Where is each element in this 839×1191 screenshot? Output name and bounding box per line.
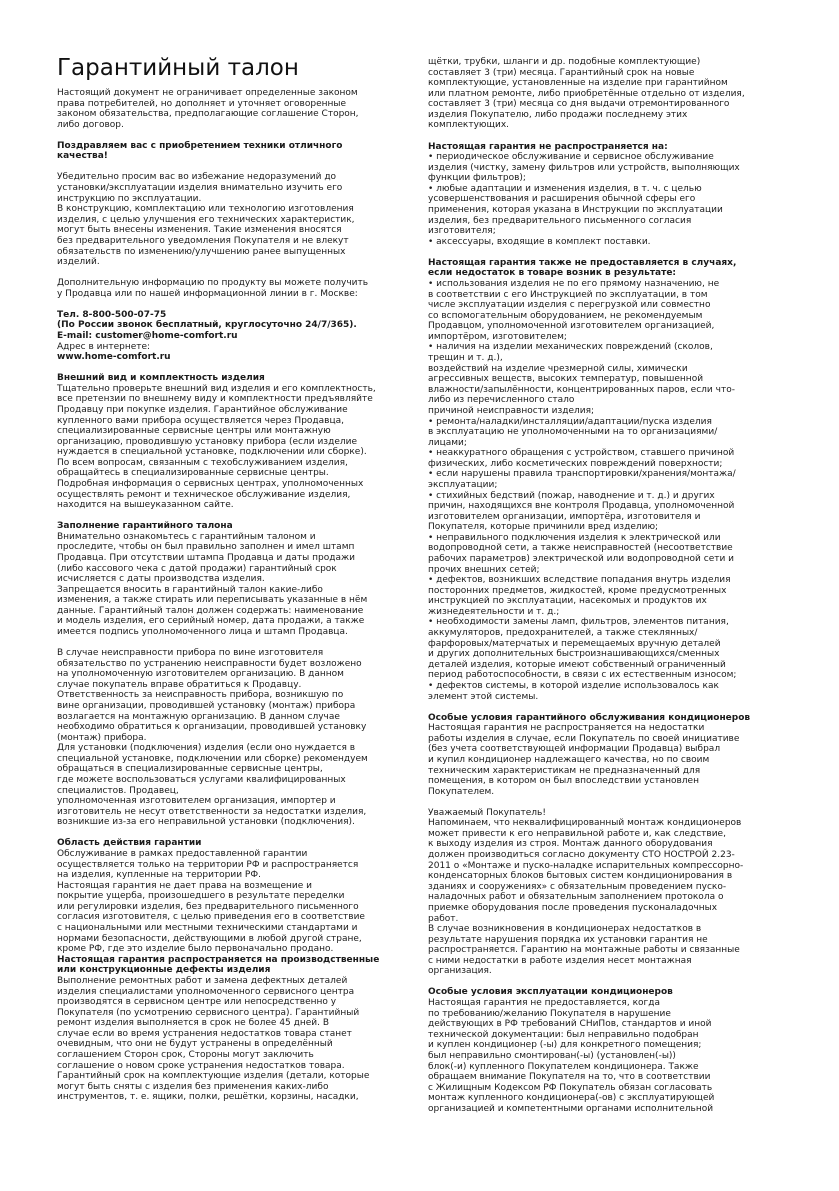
text-line: E-mail: customer@home-comfort.ru [57,330,238,341]
text-line: случае если во время устранения недостатков товара станет [57,1028,352,1039]
text-line: агрессивных веществ, высоких температур, повышенной [428,374,704,385]
text-line: монтаж купленного кондиционера(-ов) с эксплуатирующей [428,1093,715,1104]
text-line: Покупателем. [428,786,495,797]
text-line: аккумуляторов, предохранителей, а также стеклянных/ [428,628,698,639]
text-line: или конструкционные дефекты изделия [57,965,271,976]
text-line: 2011 о «Монтаже и пуско-наладке испарительных компрессорно- [428,860,744,871]
text-line: трещин и т. д.), [428,353,503,364]
text-line: без предварительного уведомления Покупателя и не влекут [57,235,349,246]
paragraph [57,532,418,638]
text-line: техническим характеристикам не предназначенный для [428,765,701,776]
text-line: имеется подпись уполномоченного лица и штамп Продавца. [57,627,348,638]
text-line: зданиях и сооружениях» с обязательным проведением пуско- [428,881,727,892]
paragraph [57,384,418,511]
text-line: согласия изготовителя, с целью приведения его в соответствие [57,912,365,923]
text-line: проследите, чтобы он был правильно заполнен и имел штамп [57,542,355,553]
text-line: • аксессуары, входящие в комплект поставки. [428,236,651,247]
text-line: период работоспособности, в связи с их естественным износом; [428,670,737,681]
text-line: изменения, а также стирать или переписывать указанные в нём [57,595,368,606]
text-line: (либо кассового чека с датой продажи) гарантийный срок [57,563,337,574]
paragraph-gap [57,130,418,141]
text-line: возникшие из-за его неправильной установки (подключения). [57,817,355,828]
text-line: исчисляется с даты производства изделия. [57,574,265,585]
text-line: конденсаторных блоков бытовых систем кондиционирования в [428,871,733,882]
text-line: импортёром, изготовителем; [428,331,567,342]
text-line: жизнедеятельности и т. д.; [428,606,560,617]
text-line: составляет 3 (три) месяца со дня выдачи отремонтированного [428,99,730,110]
section-heading [57,352,418,363]
text-line: на уполномоченную изготовителем организацию. В данном [57,669,344,680]
text-line: • дефектов, возникших вследствие попадания внутрь изделия [428,575,731,586]
text-line: в эксплуатацию не уполномоченными на то организациями/ [428,427,718,438]
text-line: Настоящая гарантия распространяется на производственные [57,954,380,965]
text-line: Продавцом, уполномоченной изготовителем организацией, [428,321,715,332]
section-heading [428,713,789,724]
section-heading [428,142,789,153]
text-line: В случае неисправности прибора по вине изготовителя [57,648,324,659]
text-line: Покупателя (по усмотрению сервисного центра). Гарантийный [57,1007,360,1018]
text-line: (без учета соответствующей информации Продавца) выбрал [428,744,721,755]
paragraph [57,976,418,1103]
text-line: комплектующие, установленные на изделие при гарантийном [428,78,728,89]
text-line: осуществляется только на территории РФ и распространяется [57,859,359,870]
text-line: • необходимости замены ламп, фильтров, элементов питания, [428,617,729,628]
text-line: www.home-comfort.ru [57,352,171,363]
text-line: • любые адаптации и изменения изделия, в т. ч. с целью [428,183,702,194]
paragraph [57,278,418,299]
text-line: и куплен кондиционер (-ы) для конкретного помещения; [428,1040,702,1051]
paragraph-gap [428,977,789,988]
text-line: технической документации: был неправильно подобран [428,1029,699,1040]
text-line: Подробная информация о сервисных центрах, уполномоченных [57,479,364,489]
text-line: изделия, без предварительного письменного согласия [428,215,692,226]
text-line: Напоминаем, что неквалифицированный монтаж кондиционеров [428,818,742,829]
text-line: возлагается на монтажную организацию. В данном случае [57,711,340,722]
paragraph-gap [428,247,789,258]
text-line: изделия, с целью улучшения его технических характеристик, [57,214,355,225]
text-line: изготовителем организации, импортёра, изготовителя и [428,511,701,522]
text-line: может привести к его неправильной работе и, как следствие, [428,828,726,839]
text-line: Особые условия эксплуатации кондиционеров [428,987,673,998]
text-line: Обслуживание в рамках предоставленной гарантии [57,849,308,859]
paragraph [57,172,418,267]
text-line: Тел. 8-800-500-07-75 [57,309,167,320]
text-line: Область действия гарантии [57,838,202,849]
text-line: или платном ремонте, либо приобретённые отдельно от изделия, [428,88,745,99]
text-line: водопроводной сети, а также неисправностей (несоответствие [428,543,733,554]
text-line: работы изделия в случае, если Покупатель по своей инициативе [428,733,740,744]
text-line: влажности/запылённости, концентрированных паров, если что- [428,384,735,395]
text-line: помещения, в котором он был впоследствии установлен [428,776,699,787]
text-line: лицами; [428,437,467,448]
text-line: все претензии по внешнему виду и комплектности предъявляйте [57,394,373,405]
text-line: • неправильного подключения изделия к электрической или [428,532,721,543]
text-line: вине организации, проводившей установку (монтаж) прибора [57,700,356,711]
text-line: производятся в сервисном центре или непосредственно у [57,997,337,1008]
text-line: уполномоченная изготовителем организация, импортер и [57,796,336,807]
text-line: должен производиться согласно документу СТО НОСТРОЙ 2.23- [428,850,735,861]
paragraph-gap [57,511,418,522]
text-line: прочих внешних сетей; [428,564,540,575]
text-line: Настоящая гарантия не распространяется на недостатки [428,723,705,734]
text-line: обращаем внимание Покупателя на то, что в соответствии [428,1072,711,1083]
text-line: организацию, проводившую установку прибора (если изделие [57,436,357,447]
text-line: Настоящая гарантия не распространяется на: [428,141,668,152]
text-line: где можете воспользоваться услугами квалифицированных [57,775,346,786]
right-column [428,57,789,1114]
text-line: изделия специалистами уполномоченного сервисного центра [57,986,355,997]
text-line: элемент этой системы. [428,691,539,702]
text-line: деталей изделия, которые имеют собственный ограниченный [428,659,726,670]
paragraph-gap [428,797,789,808]
text-line: наладочных работ и обязательным заполнением протокола о [428,892,724,903]
section-heading [57,521,418,532]
text-line: Ответственность за неисправность прибора, возникшую по [57,690,344,701]
text-line: усовершенствования и расширения обычной сферы его [428,194,696,205]
paragraph [428,808,789,977]
paragraph-gap [428,702,789,713]
left-column [57,88,418,1103]
text-line: По всем вопросам, связанным с техобслуживанием изделия, [57,457,348,468]
section-heading [57,141,418,162]
text-line: Внимательно ознакомьтесь с гарантийным талоном и [57,531,316,542]
text-line: нуждается в специальной установке, подключении или сборке). [57,447,367,458]
text-line: установки/эксплуатации изделия внимательно изучить его [57,183,343,194]
text-line: по требованию/желанию Покупателя в нарушение [428,1008,671,1019]
text-line: Настоящая гарантия также не предоставляется в случаях, [428,257,737,268]
text-line: причиной неисправности изделия; [428,405,595,416]
text-line: необходимо обратиться к организации, проводившей установку [57,722,367,733]
text-line: качества! [57,151,108,162]
text-line: кроме РФ, где это изделие было первоначально продано. [57,944,334,955]
text-line: функции фильтров); [428,173,526,184]
text-line: Гарантийный срок на комплектующие изделия (детали, которые [57,1071,370,1082]
text-line: • неаккуратного обращения с устройством, ставшего причиной [428,448,735,459]
text-line: Выполнение ремонтных работ и замена дефектных деталей [57,975,348,986]
text-line: Для установки (подключения) изделия (если оно нуждается в [57,743,356,754]
paragraph-gap [57,162,418,173]
section-heading [428,987,789,998]
text-line: рабочих параметров) электрической или водопроводной сети и [428,554,735,565]
text-line: специализированные сервисные центры или монтажную [57,426,331,437]
paragraph-gap [57,363,418,374]
text-line: Поздравляем вас с приобретением техники отличного [57,140,343,151]
text-line: действующих в РФ требований СНиПов, стандартов и иной [428,1019,712,1030]
text-line: находится на вышеуказанном сайте. [57,500,234,511]
text-line: либо договор. [57,119,124,130]
text-line: и модель изделия, его серийный номер, дата продажи, а также [57,616,365,627]
paragraph [428,279,789,702]
text-line: воздействий на изделие чрезмерной силы, химически [428,363,688,374]
text-line: физических, либо косметических повреждений поверхности; [428,458,723,469]
text-line: и других дополнительных быстроизнашивающихся/сменных [428,649,720,660]
text-line: с Жилищным Кодексом РФ Покупатель обязан согласовать [428,1082,713,1093]
text-line: эксплуатации; [428,479,498,490]
paragraph [428,723,789,797]
text-line: купленного вами прибора осуществляется через Продавца, [57,415,344,426]
text-line: изготовитель не несут ответственности за недостатки изделия, [57,806,367,817]
text-line: Внешний вид и комплектность изделия [57,373,265,384]
text-line: нормами безопасности, действующими в любой другой стране, [57,933,362,944]
text-line: изготовителя; [428,226,496,237]
text-line: могут быть сняты с изделия без применения каких-либо [57,1081,329,1092]
text-line: составляет 3 (три) месяца. Гарантийный срок на новые [428,67,695,78]
paragraph [428,152,789,247]
paragraph [57,648,418,828]
text-line: Тщательно проверьте внешний вид изделия и его комплектность, [57,383,376,394]
text-line: Заполнение гарантийного талона [57,521,233,532]
paragraph-gap [57,638,418,649]
text-line: соглашением Сторон срок, Стороны могут заключить [57,1049,314,1060]
text-line: могут быть внесены изменения. Такие изменения вносятся [57,225,342,236]
text-line: Продавцу при покупке изделия. Гарантийное обслуживание [57,404,348,415]
text-line: • ремонта/наладки/инсталляции/адаптации/пуска изделия [428,416,712,427]
text-line: Запрещается вносить в гарантийный талон какие-либо [57,584,323,595]
text-line: специалистов. Продавец, [57,785,179,796]
text-line: был неправильно смонтирован(-ы) (установлен(-ы)) [428,1050,676,1061]
text-line: если недостаток в товаре возник в результате: [428,268,677,279]
paragraph [57,342,418,353]
section-heading [57,373,418,384]
text-line: распространяется. Гарантию на монтажные работы и связанные [428,945,740,956]
text-line: (По России звонок бесплатный, круглосуточно 24/7/365). [57,320,357,331]
text-line: Настоящая гарантия не дает права на возмещение и [57,880,313,891]
text-line: ремонт изделия выполняется в срок не более 45 дней. В [57,1018,330,1029]
text-line: к выходу изделия из строя. Монтаж данного оборудования [428,839,713,850]
text-line: В конструкцию, комплектацию или технологию изготовления [57,204,354,215]
text-line: у Продавца или по нашей информационной линии в г. Москве: [57,288,358,299]
text-line: Убедительно просим вас во избежание недоразумений до [57,172,337,183]
text-line: применения, которая указана в Инструкции по эксплуатации [428,205,723,216]
paragraph-gap [428,131,789,142]
text-line: либо из перечисленного стало [428,395,575,406]
text-line: случае покупатель вправе обратиться к Продавцу. [57,679,302,690]
text-line: работ. [428,913,459,924]
section-heading [57,838,418,849]
paragraph [428,998,789,1114]
text-line: (монтаж) прибора. [57,732,147,743]
text-line: В случае возникновения в кондиционерах недостатков в [428,924,702,935]
text-line: обязательство по устранению неисправности будет возложено [57,658,362,669]
text-line: права потребителей, но дополняет и уточняет оговоренные [57,98,347,109]
text-line: с национальными или местными техническими стандартами и [57,923,358,934]
paragraph-gap [57,268,418,279]
text-line: числе эксплуатации изделия с перегрузкой или совместно [428,300,711,311]
text-line: данные. Гарантийный талон должен содержать: наименование [57,605,364,616]
text-line: на изделия, купленные на территории РФ. [57,870,261,881]
text-line: причин, находящихся вне контроля Продавца, уполномоченной [428,501,735,512]
text-line: с ними недостатки в работе изделия несет монтажная [428,955,692,966]
section-heading [57,310,418,342]
text-line: комплектующих. [428,120,509,131]
text-line: Продавца. При отсутствии штампа Продавца и даты продажи [57,552,355,563]
page-title: Гарантийный талон [57,55,299,81]
text-line: в соответствии с его Инструкцией по эксплуатации, в том [428,289,708,300]
text-line: обязательств по изменению/улучшению ранее выпущенных [57,246,346,257]
text-line: • наличия на изделии механических повреждений (сколов, [428,342,713,353]
text-line: • стихийных бедствий (пожар, наводнение и т. д.) и других [428,490,715,501]
text-line: результате нарушения порядка их установки гарантия не [428,934,708,945]
section-heading [428,258,789,279]
text-line: изделия Покупателю, либо продажи последнему этих [428,109,688,120]
text-line: Особые условия гарантийного обслуживания кондиционеров [428,712,751,723]
text-line: приемке оборудования после проведения пусконаладочных [428,902,718,913]
text-line: покрытие ущерба, произошедшего в результате переделки [57,891,345,902]
text-line: изделий. [57,257,100,268]
text-line: специальной установке, подключении или сборке) рекомендуем [57,753,368,764]
text-line: Адрес в интернете: [57,341,151,352]
paragraph [57,88,418,130]
text-line: инструментов, т. е. ящики, полки, решётки, корзины, насадки, [57,1092,359,1103]
text-line: посторонних предметов, жидкостей, кроме предусмотренных [428,585,727,596]
text-line: Дополнительную информацию по продукту вы можете получить [57,278,369,289]
text-line: инструкцией по эксплуатации, насекомых и продуктов их [428,596,707,607]
text-line: Покупателя, которые причинили вред изделию; [428,522,659,533]
text-line: • использования изделия не по его прямому назначению, не [428,278,720,289]
text-line: Настоящий документ не ограничивает определенные законом [57,88,358,98]
text-line: • периодическое обслуживание и сервисное обслуживание [428,152,714,163]
text-line: изделия (чистку, замену фильтров или устройств, выполняющих [428,162,740,173]
text-line: осуществлять ремонт и техническое обслуживание изделия, [57,489,351,500]
text-line: и купил кондиционер надлежащего качества, но по своим [428,754,710,765]
text-line: инструкцию по эксплуатации. [57,193,202,204]
paragraph [57,849,418,955]
paragraph-gap [57,828,418,839]
text-line: соглашение о новом сроке устранения недостатков товара. [57,1060,345,1071]
text-line: очевидным, что они не будут устранены в определённый [57,1039,333,1050]
paragraph [428,57,789,131]
text-line: или регулировки изделия, без предварительного письменного [57,901,359,912]
text-line: со вспомогательным оборудованием, не рекомендуемым [428,310,703,321]
text-line: обращайтесь в специализированные сервисные центры. [57,468,329,479]
text-line: фарфоровых/матерчатых и перемещаемых вручную деталей [428,638,721,649]
text-line: щётки, трубки, шланги и др. подобные комплектующие) [428,57,701,67]
section-heading [57,955,418,976]
text-line: блок(-и) купленного Покупателем кондиционера. Также [428,1061,699,1072]
text-line: организация. [428,966,492,977]
text-line: Уважаемый Покупатель! [428,807,546,818]
text-line: Настоящая гарантия не предоставляется, когда [428,998,660,1009]
text-line: обращаться в специализированные сервисные центры, [57,764,323,775]
text-line: • дефектов системы, в которой изделие использовалось как [428,680,719,691]
text-line: законом обязательства, предполагающие соглашение Сторон, [57,109,359,120]
text-line: организацией и компетентными органами исполнительной [428,1103,714,1114]
paragraph-gap [57,299,418,310]
text-line: • если нарушены правила транспортировки/хранения/монтажа/ [428,469,736,480]
